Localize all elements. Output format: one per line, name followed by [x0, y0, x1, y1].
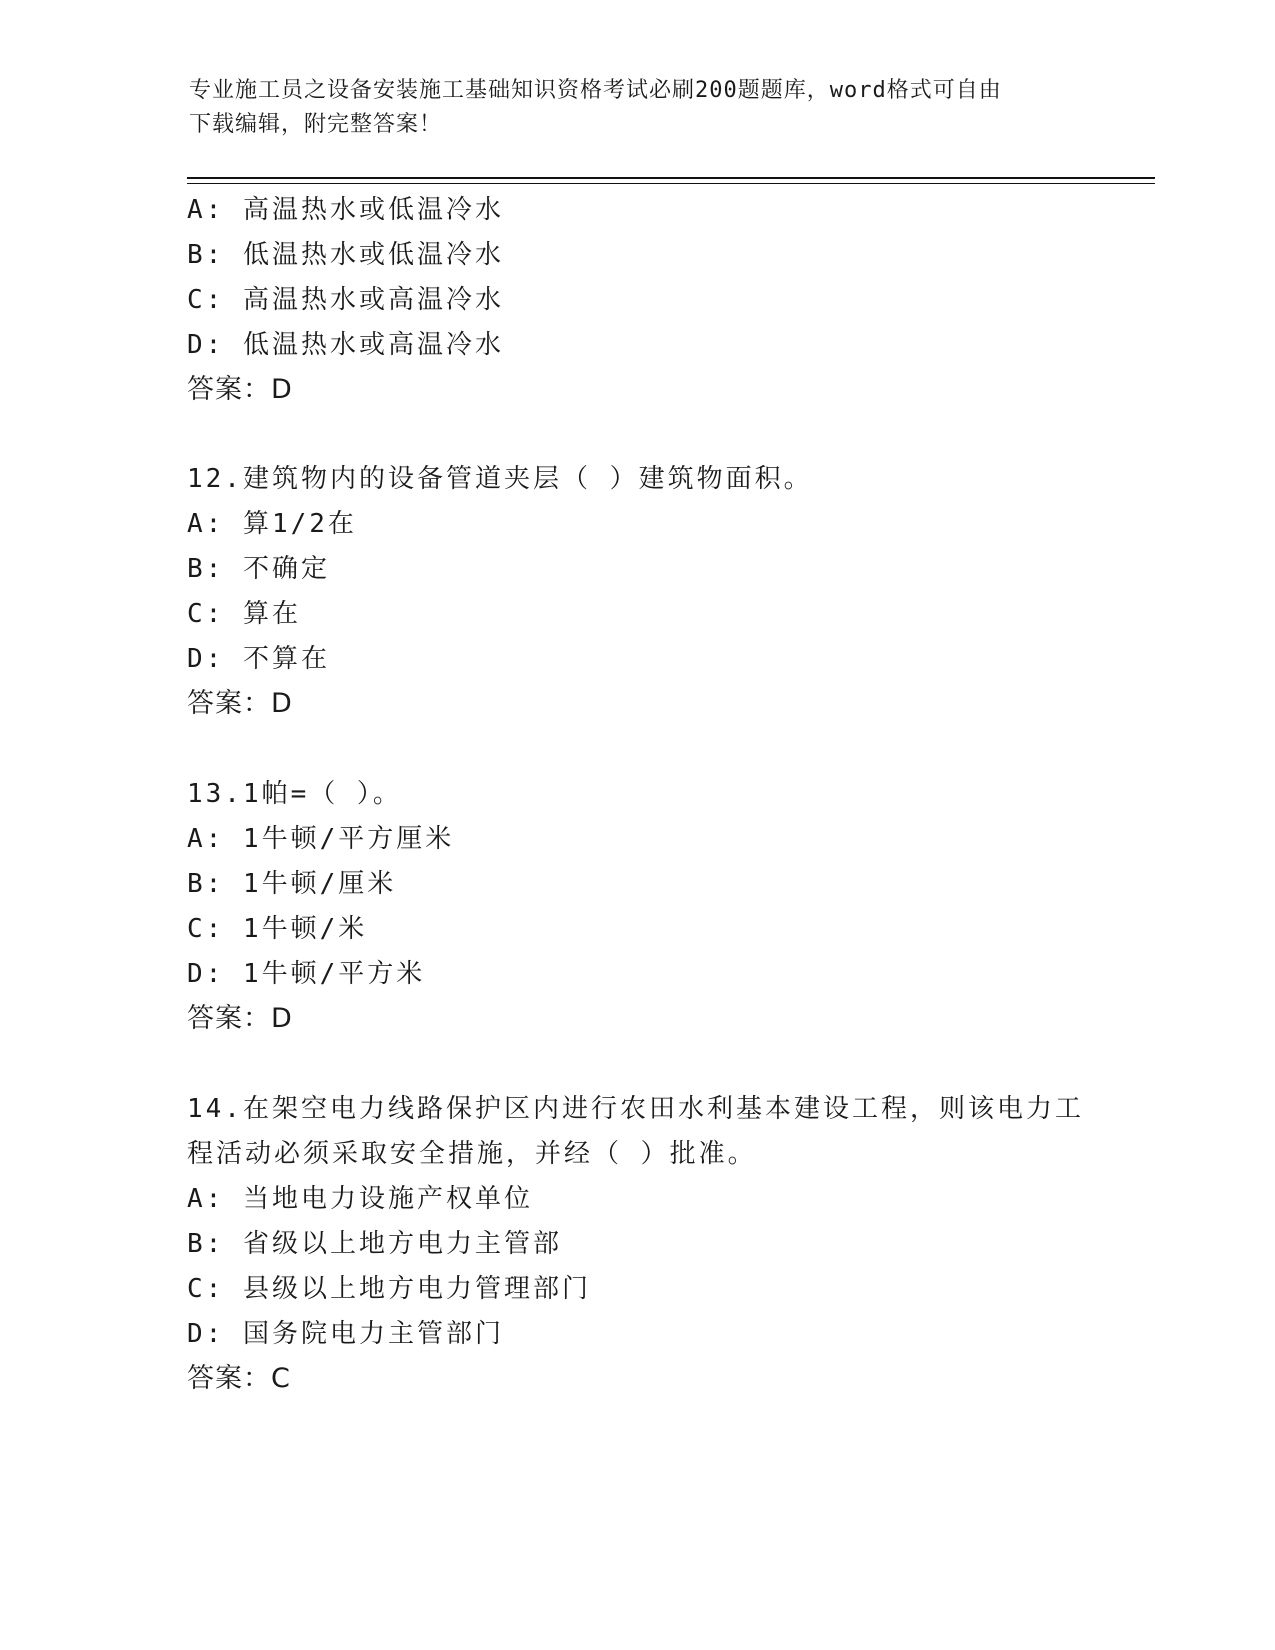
header-title-line-1: 专业施工员之设备安装施工基础知识资格考试必刷200题题库，word格式可自由: [189, 78, 1002, 103]
q11-option-a: A: 高温热水或低温冷水: [187, 195, 504, 225]
q14-option-d: D: 国务院电力主管部门: [187, 1319, 504, 1349]
header-divider-thin: [187, 183, 1155, 184]
q14-answer: 答案：C: [187, 1363, 291, 1394]
q11-option-b: B: 低温热水或低温冷水: [187, 240, 504, 270]
q13-option-b: B: 1牛顿/厘米: [187, 869, 397, 899]
q14-option-b: B: 省级以上地方电力主管部: [187, 1229, 562, 1259]
q14-stem-line-2: 程活动必须采取安全措施，并经（ ）批准。: [187, 1139, 757, 1169]
q14-option-a: A: 当地电力设施产权单位: [187, 1184, 533, 1214]
q12-option-d: D: 不算在: [187, 644, 330, 674]
q12-option-b: B: 不确定: [187, 554, 330, 584]
q13-option-c: C: 1牛顿/米: [187, 914, 368, 944]
q12-option-a: A: 算1/2在: [187, 509, 357, 539]
q13-option-d: D: 1牛顿/平方米: [187, 959, 426, 989]
q11-answer: 答案：D: [187, 374, 293, 405]
q13-option-a: A: 1牛顿/平方厘米: [187, 824, 455, 854]
q13-answer: 答案：D: [187, 1003, 293, 1034]
q14-option-c: C: 县级以上地方电力管理部门: [187, 1274, 591, 1304]
q12-stem: 12.建筑物内的设备管道夹层（ ）建筑物面积。: [187, 464, 813, 494]
q12-option-c: C: 算在: [187, 599, 301, 629]
document-header: [189, 74, 1089, 142]
header-divider-thick: [187, 177, 1155, 179]
q11-option-c: C: 高温热水或高温冷水: [187, 285, 504, 315]
q13-stem: 13.1帕=（ ）。: [187, 779, 402, 809]
header-title-line-2: 下载编辑，附完整答案！: [189, 112, 443, 137]
q11-option-d: D: 低温热水或高温冷水: [187, 330, 504, 360]
q12-answer: 答案：D: [187, 688, 293, 719]
q14-stem-line-1: 14.在架空电力线路保护区内进行农田水利基本建设工程，则该电力工: [187, 1094, 1084, 1124]
